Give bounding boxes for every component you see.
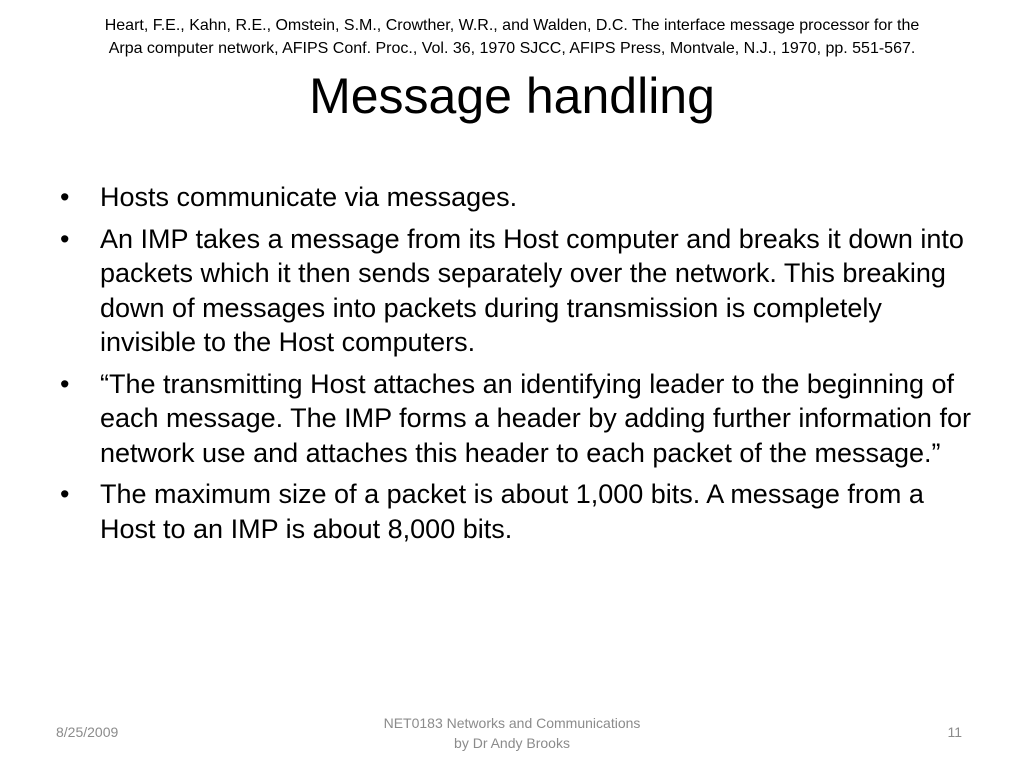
bullet-list — [56, 180, 976, 553]
bullet-dot-icon: • — [60, 223, 70, 254]
footer-course-line-2: by Dr Andy Brooks — [454, 735, 570, 751]
footer-date: 8/25/2009 — [56, 724, 119, 740]
bullet-text: “The transmitting Host attaches an identifying leader to the beginning of each message. The IMP forms a header by adding further information for network use and attaches this header to each packet of the message.” — [100, 368, 971, 468]
bullet-item — [56, 222, 976, 360]
bullet-dot-icon: • — [60, 182, 70, 212]
citation — [40, 14, 984, 60]
page-number: 11 — [947, 724, 962, 740]
footer-course — [352, 713, 672, 753]
citation-line-2: Arpa computer network, AFIPS Conf. Proc., Vol. 36, 1970 SJCC, AFIPS Press, Montvale, N.J., 1970, pp. 551-567. — [108, 40, 916, 57]
bullet-text: An IMP takes a message from its Host computer and breaks it down into packets which it then sends separately over the network. This breaking down of messages into packets during transmission is completely invisible to the Host computers. — [100, 223, 964, 357]
slide-title: Message handling — [309, 68, 715, 124]
citation-line-1: Heart, F.E., Kahn, R.E., Omstein, S.M., Crowther, W.R., and Walden, D.C. The interface message processor for the — [104, 17, 920, 34]
bullet-text: The maximum size of a packet is about 1,000 bits. A message from a Host to an IMP is about 8,000 bits. — [100, 479, 924, 544]
bullet-item — [56, 477, 976, 546]
bullet-dot-icon: • — [60, 368, 70, 399]
bullet-item — [56, 180, 976, 215]
footer-course-line-1: NET0183 Networks and Communications — [383, 715, 641, 731]
bullet-dot-icon: • — [60, 479, 70, 509]
bullet-item — [56, 367, 976, 471]
bullet-text: Hosts communicate via messages. — [100, 182, 518, 212]
